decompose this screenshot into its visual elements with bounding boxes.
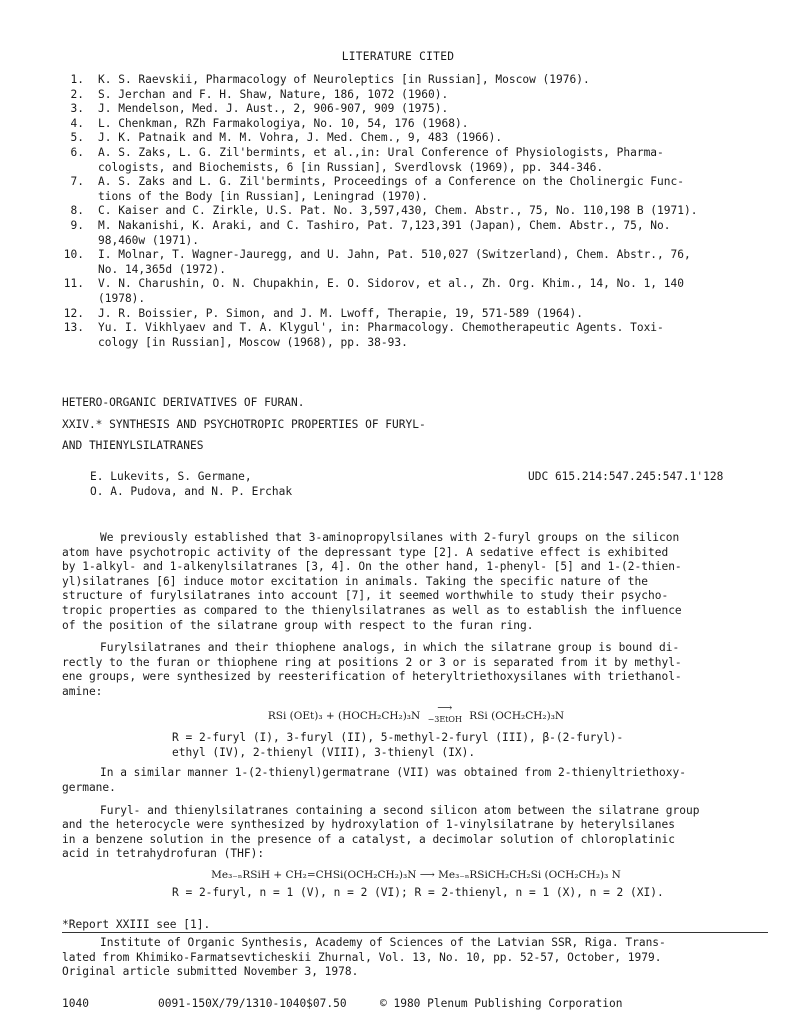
reference-number: 3. bbox=[70, 102, 84, 116]
equation-reactants: RSi (OEt)₃ + (HOCH₂CH₂)₃N bbox=[267, 709, 421, 722]
reference-number: 11. bbox=[63, 277, 84, 291]
reference-item bbox=[58, 321, 768, 350]
reference-number: 2. bbox=[70, 87, 84, 101]
article-title-line: AND THIENYLSILATRANES bbox=[62, 439, 204, 453]
paragraph: Furylsilatranes and their thiophene analogs, in which the silatrane group is bound di- rectly to the furan or thiophene ring at positions 2 or 3 or is separated from it by methyl- ene groups, were synthesized by reesterification of heteryltriethoxysilanes with triethanol- amine: bbox=[62, 641, 682, 698]
footnote-divider bbox=[62, 932, 768, 933]
page-number: 1040 bbox=[62, 997, 89, 1010]
reference-number: 5. bbox=[70, 131, 84, 145]
reference-item bbox=[58, 131, 768, 146]
reference-item bbox=[58, 73, 768, 88]
equation-arrow-label: −3EtOH bbox=[427, 714, 462, 724]
reference-number: 10. bbox=[63, 248, 84, 262]
substituent-list: R = 2-furyl (I), 3-furyl (II), 5-methyl-2-furyl (III), β-(2-furyl)- ethyl (IV), 2-thienyl (VIII), 3-thienyl (IX). bbox=[172, 731, 624, 759]
reference-item bbox=[58, 102, 768, 117]
reference-list bbox=[58, 73, 768, 350]
reference-number: 12. bbox=[63, 306, 84, 320]
reference-item bbox=[58, 248, 768, 277]
paragraph: Furyl- and thienylsilatranes containing a second silicon atom between the silatrane group and the heterocycle were synthesized by hydroxylation of 1-vinylsilatrane by heterylsilanes in a benzene solution in the presence of a catalyst, a decimolar solution of chloroplatinic acid in tetrahydrofuran (THF): bbox=[62, 803, 700, 861]
reference-text: A. S. Zaks and L. G. Zil'bermints, Proceedings of a Conference on the Cholinergic Func- tions of the Body [in Russian], Leningrad (1970). bbox=[98, 175, 684, 203]
author-list bbox=[90, 470, 292, 499]
literature-cited-heading: LITERATURE CITED bbox=[341, 50, 455, 63]
substituent-list: R = 2-furyl, n = 1 (V), n = 2 (VI); R = 2-thienyl, n = 1 (X), n = 2 (XI). bbox=[172, 886, 664, 900]
reference-text: S. Jerchan and F. H. Shaw, Nature, 186, 1072 (1960). bbox=[98, 87, 449, 101]
reference-number: 7. bbox=[70, 175, 84, 189]
reference-item bbox=[58, 307, 768, 322]
article-code: 0091-150X/79/1310-1040$07.50 bbox=[158, 997, 347, 1010]
reference-item bbox=[58, 146, 768, 175]
reference-text: J. R. Boissier, P. Simon, and J. M. Lwoff, Therapie, 19, 571-589 (1964). bbox=[98, 306, 583, 320]
reference-text: J. Mendelson, Med. J. Aust., 2, 906-907, 909 (1975). bbox=[98, 102, 449, 116]
article-title bbox=[62, 396, 662, 461]
reference-text: A. S. Zaks, L. G. Zil'bermints, et al.,in: Ural Conference of Physiologists, Pharma- cologists, and Biochemists, 6 [in Russian], Sverdlovsk (1969), pp. 344-346. bbox=[98, 145, 664, 174]
reference-number: 4. bbox=[70, 116, 84, 130]
equation-products: RSi (OCH₂CH₂)₃N bbox=[469, 709, 565, 722]
footnote: *Report XXIII see [1]. bbox=[62, 918, 211, 931]
article-body bbox=[62, 531, 770, 907]
reference-number: 8. bbox=[70, 204, 84, 218]
reference-text: J. K. Patnaik and M. M. Vohra, J. Med. Chem., 9, 483 (1966). bbox=[98, 131, 503, 145]
reference-number: 1. bbox=[70, 73, 84, 86]
reaction-equation: RSi (OEt)₃ + (HOCH₂CH₂)₃N ⟶ −3EtOH RSi (OCH₂CH₂)₃N bbox=[267, 701, 565, 724]
institute-note: Institute of Organic Synthesis, Academy of Sciences of the Latvian SSR, Riga. Trans- lated from Khimiko-Farmatsevticheskii Zhurnal, Vol. 13, No. 10, pp. 52-57, October, 1979. Original article submitted November 3, 1978. bbox=[62, 936, 666, 979]
reference-item bbox=[58, 219, 768, 248]
article-title-line: XXIV.* SYNTHESIS AND PSYCHOTROPIC PROPERTIES OF FURYL- bbox=[62, 417, 426, 431]
reference-text: I. Molnar, T. Wagner-Jauregg, and U. Jahn, Pat. 510,027 (Switzerland), Chem. Abstr., 76, No. 14,365d (1972). bbox=[98, 248, 691, 276]
reference-text: C. Kaiser and C. Zirkle, U.S. Pat. No. 3,597,430, Chem. Abstr., 75, No. 110,198 B (1971). bbox=[98, 204, 698, 218]
reference-text: Yu. I. Vikhlyaev and T. A. Klygul', in: Pharmacology. Chemotherapeutic Agents. Toxi- cology [in Russian], Moscow (1968), pp. 38-93. bbox=[98, 321, 664, 349]
copyright: © 1980 Plenum Publishing Corporation bbox=[380, 997, 623, 1010]
author-line: E. Lukevits, S. Germane, bbox=[90, 470, 252, 483]
reference-item bbox=[58, 204, 768, 219]
reference-item bbox=[58, 175, 768, 204]
reference-item bbox=[58, 277, 768, 306]
reference-text: V. N. Charushin, O. N. Chupakhin, E. O. Sidorov, et al., Zh. Org. Khim., 14, No. 1, 140 (1978). bbox=[98, 277, 684, 305]
reference-text: M. Nakanishi, K. Araki, and C. Tashiro, Pat. 7,123,391 (Japan), Chem. Abstr., 75, No. 98,460w (1971). bbox=[98, 218, 671, 247]
article-title-line: HETERO-ORGANIC DERIVATIVES OF FURAN. bbox=[62, 396, 305, 409]
reaction-equation: Me₃₋ₙRSiH + CH₂=CHSi(OCH₂CH₂)₃N ⟶ Me₃₋ₙRSiCH₂CH₂Si (OCH₂CH₂)₃ N bbox=[211, 868, 621, 881]
reference-text: K. S. Raevskii, Pharmacology of Neuroleptics [in Russian], Moscow (1976). bbox=[98, 73, 590, 86]
reference-number: 6. bbox=[70, 145, 84, 159]
reference-number: 9. bbox=[70, 218, 84, 232]
paragraph: We previously established that 3-aminopropylsilanes with 2-furyl groups on the silicon atom have psychotropic activity of the depressant type [2]. A sedative effect is exhibited by 1-alkyl- and 1-alkenylsilatranes [3, 4]. On the other hand, 1-phenyl- [5] and 1-(2-thien- yl)silatranes [6] induce motor excitation in animals. Taking the specific nature of the structure of furylsilatranes into account [7], it seemed worthwhile to study their psycho- tropic properties as compared to the thienylsilatranes as well as to establish the influence of the position of the silatrane group with respect to the furan ring. bbox=[62, 531, 682, 632]
reference-item bbox=[58, 88, 768, 103]
reference-number: 13. bbox=[63, 321, 84, 335]
author-line: O. A. Pudova, and N. P. Erchak bbox=[90, 484, 293, 498]
reference-text: L. Chenkman, RZh Farmakologiya, No. 10, 54, 176 (1968). bbox=[98, 116, 469, 130]
udc-code: UDC 615.214:547.245:547.1'128 bbox=[528, 470, 724, 483]
reference-item bbox=[58, 117, 768, 132]
paragraph: In a similar manner 1-(2-thienyl)germatrane (VII) was obtained from 2-thienyltriethoxy- germane. bbox=[62, 766, 686, 794]
